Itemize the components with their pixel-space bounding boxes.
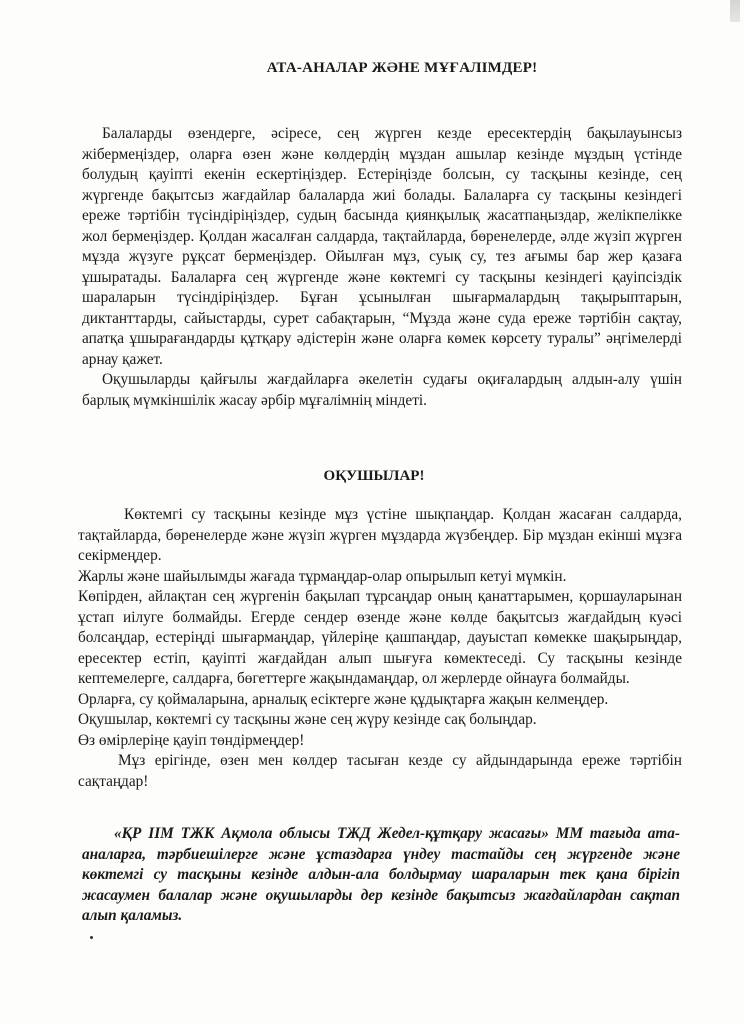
students-paragraph: Жарлы және шайылымды жағада тұрмаңдар-олар опырылып кетуі мүмкін. — [78, 567, 567, 585]
students-paragraph: Өз өмірлеріңе қауіп төндірмеңдер! — [78, 731, 305, 749]
intro-section — [82, 124, 682, 411]
students-paragraph: Мұз ерігінде, өзен мен көлдер тасыған кезде су айдындарында ереже тәртібін сақтаңдар! — [78, 752, 682, 790]
students-paragraph: Оқушылар, көктемгі су тасқыны және сең жүру кезінде сақ болыңдар. — [78, 711, 537, 728]
students-heading: ОҚУШЫЛАР! — [323, 468, 425, 484]
students-section — [78, 505, 682, 792]
closing-paragraph: «ҚР ІІМ ТЖК Ақмола облысы ТЖД Жедел-құтқару жасағы» ММ тағыда ата-аналарға, тәрбиешілерге және ұстаздарға үндеу тастайды сең жүргенде және көктемгі су тасқыны кезінде алдын-ала болдырмау шараларын тек қана бірігіп жасаумен балалар және оқушыларды дер кезінде бақытсыз жағдайлардан сақтап алып қаламыз. — [82, 825, 680, 924]
students-paragraph: Көктемгі су тасқыны кезінде мұз үстіне шықпаңдар. Қолдан жасаған салдарда, тақтайларда, бөренелерде және жүзіп жүрген мұздарда жүзбеңдер. Бір мұздан екінші мұзға секірмеңдер. — [78, 506, 682, 564]
intro-paragraph: Балаларды өзендерге, әсіресе, сең жүрген кезде ересектердің бақылауынсыз жібермеңіздер, оларға өзен және көлдердің мұздан ашылар кезінде мұздың үстінде болудың қауіпті екенін ескертіңіздер. Естеріңізде болсын, су тасқыны кезінде, сең жүргенде бақытсыз жағдайлар балаларда жиі болады. Балаларға су тасқыны кезіндегі ереже тәртібін түсіндіріңіздер, судың басында қиянқылық жасатпаңыздар, желікпелікке жол бермеңіздер. Қолдан жасалған салдарда, тақтайларда, бөренелерде, әлде жүзіп жүрген мұзда жүзуге рұқсат бермеңіздер. Ойылған мұз, суық су, тез ағымы бар жер қазаға ұшыратады. Балаларға сең жүргенде және көктемгі су тасқыны кезіндегі қауіпсіздік шараларын түсіндіріңіздер. Бұған ұсынылған шығармалардың тақырыптарын, диктанттарды, сайыстарды, сурет сабақтарын, “Мұзда және суда ереже тәртібін сақтау, апатқа ұшырағандарды құтқару әдістерін және оларға көмек көрсету туралы” әңгімелерді арнау қажет. — [82, 125, 682, 368]
scan-edge-mark — [730, 0, 740, 22]
scan-speck — [90, 936, 93, 939]
students-paragraph: Көпірден, айлақтан сең жүргенін бақылап тұрсаңдар оның қанаттарымен, қоршауларынан ұстап иілуге болмайды. Егерде сендер өзенде және көлде бақытсыз жағдайдың куәсі болсаңдар, естеріңді шығармаңдар, үйлеріңе қашпаңдар, дауыстап көмекке шақырыңдар, ересектер естіп, қауіпті жағдайдан алып шығуға көмектеседі. Су тасқыны кезінде кептемелерге, салдарға, бөгеттерге жақындамаңдар, ол жерлерде ойнауға болмайды. — [78, 588, 682, 687]
closing-appeal — [82, 824, 680, 927]
parents-teachers-heading: АТА-АНАЛАР ЖӘНЕ МҰҒАЛІМДЕР! — [266, 60, 538, 76]
intro-paragraph: Оқушыларды қайғылы жағдайларға әкелетін судағы оқиғалардың алдын-алу үшін барлық мүмкіншілік жасау әрбір мұғалімнің міндеті. — [82, 371, 682, 409]
students-paragraph: Орларға, су қоймаларына, арналық есіктерге және құдықтарға жақын келмеңдер. — [78, 690, 609, 708]
